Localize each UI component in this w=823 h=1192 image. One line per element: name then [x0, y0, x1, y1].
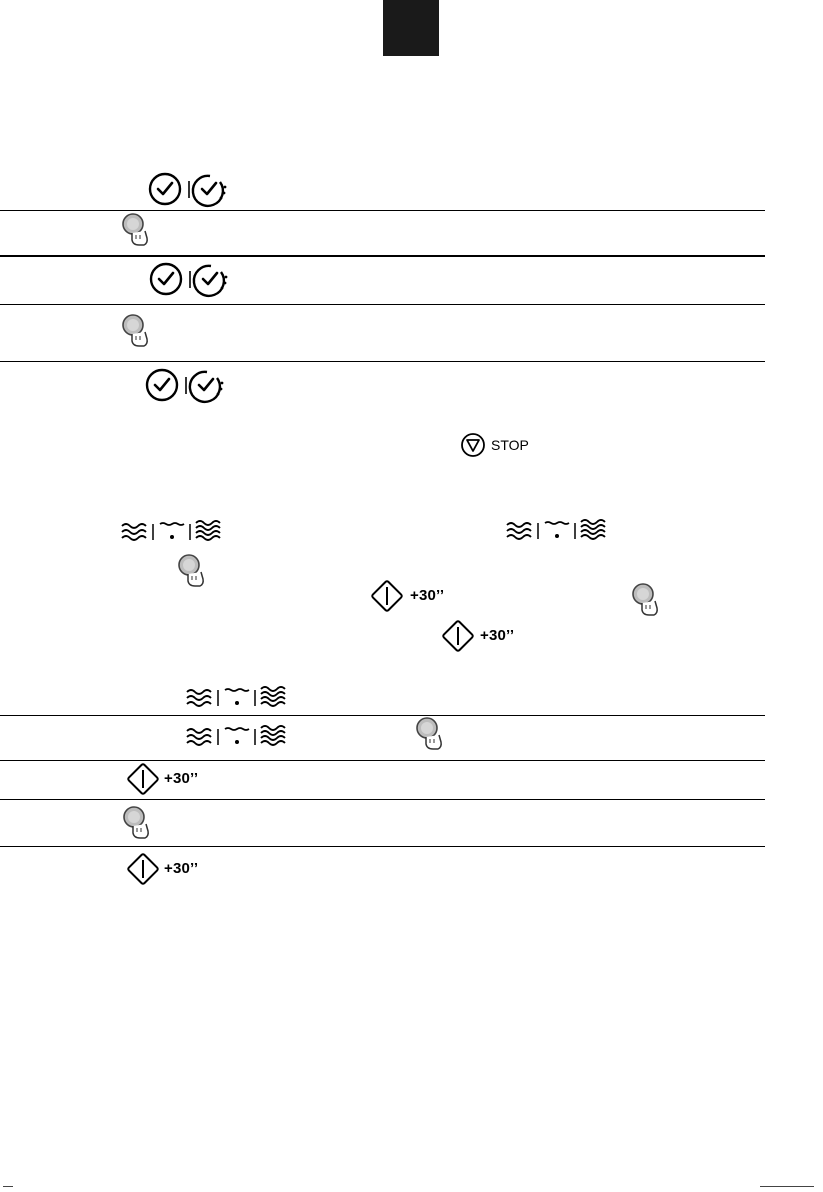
clock-and-timer-icon — [149, 262, 231, 298]
divider — [0, 760, 765, 761]
rotary-dial-hand-icon — [120, 212, 152, 248]
chapter-tab-marker — [383, 0, 439, 56]
footer-mark — [3, 1186, 13, 1187]
divider — [0, 799, 765, 800]
rotary-dial-hand-icon — [176, 553, 208, 589]
footer-mark — [760, 1186, 814, 1187]
divider — [0, 715, 765, 716]
start-icon — [127, 763, 159, 795]
divider — [0, 361, 765, 362]
plus30-label: +30’’ — [410, 587, 445, 604]
start-icon — [442, 620, 474, 652]
microwave-power-levels-icon — [505, 519, 607, 543]
plus30-label: +30’’ — [480, 627, 515, 644]
divider — [0, 210, 765, 211]
plus30-label: +30’’ — [164, 860, 199, 877]
clock-and-timer-icon — [148, 172, 230, 208]
rotary-dial-hand-icon — [121, 805, 153, 841]
stop-icon — [461, 433, 487, 459]
microwave-power-levels-icon — [185, 725, 287, 749]
divider — [0, 304, 765, 305]
stop-label: STOP — [491, 437, 529, 453]
start-icon — [371, 580, 403, 612]
start-icon — [127, 853, 159, 885]
microwave-power-levels-icon — [120, 520, 222, 544]
divider — [0, 255, 765, 257]
rotary-dial-hand-icon — [630, 582, 662, 618]
microwave-power-levels-icon — [185, 686, 287, 710]
plus30-label: +30’’ — [164, 770, 199, 787]
rotary-dial-hand-icon — [120, 313, 152, 349]
rotary-dial-hand-icon — [414, 716, 446, 752]
divider — [0, 846, 765, 847]
clock-and-timer-icon — [145, 368, 227, 404]
